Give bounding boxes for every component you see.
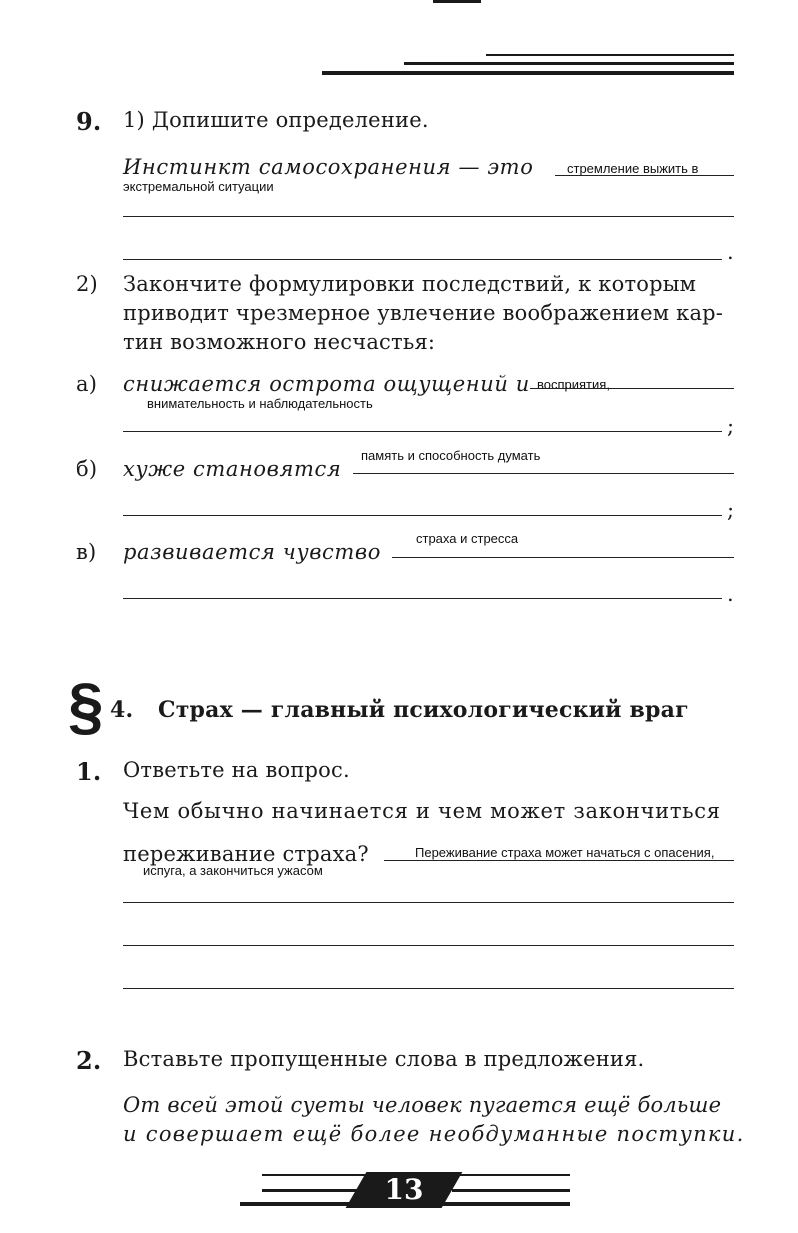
item-a-prompt: снижается острота ощущений и [123,372,530,396]
q9-answer-underline-1 [555,175,734,176]
item-a-label: а) [76,372,98,396]
q2-text-l1: От всей этой суеты человек пугается ещё больше [123,1093,722,1117]
page-number: 13 [384,1173,424,1206]
item-b-prompt: хуже становятся [123,457,342,481]
item-b-end: ; [727,498,735,522]
question-number-9: 9. [76,107,102,136]
q1-answer2[interactable]: испуга, а закончиться ужасом [143,863,323,878]
item-b-underline-1 [353,473,734,474]
header-rule-top [433,0,481,3]
q1-instruction: Ответьте на вопрос. [123,758,350,782]
item-a-answer1[interactable]: восприятия, [537,377,610,392]
q1-question-l2: переживание страха? [123,842,369,866]
q9-answer-underline-3 [123,259,722,260]
item-a-underline-1 [530,388,734,389]
section-title: Страх — главный психологический враг [158,697,689,723]
q9-answer-underline-2 [123,216,734,217]
item-b-underline-2 [123,515,722,516]
section-symbol: § [68,670,104,742]
item-c-prompt: развивается чувство [123,540,381,564]
q9-part2-text-l3: тин возможного несчастья: [123,330,436,354]
item-c-answer1[interactable]: страха и стресса [416,531,519,546]
q1-underline-4 [123,988,734,989]
q1-question-l1: Чем обычно начинается и чем может закончиться [123,799,721,823]
footer-rule-3 [452,1189,570,1192]
q9-answer-line1[interactable]: стремление выжить в [567,161,699,176]
item-b-label: б) [76,457,98,481]
q9-definition-prompt: Инстинкт самосохранения — это [123,155,534,179]
header-rule-3 [322,71,734,75]
header-rule-2 [404,62,734,65]
q2-text-l2: и совершает ещё более необдуманные поступки. [123,1122,745,1146]
q9-part2-text-l1: Закончите формулировки последствий, к которым [123,272,697,296]
item-a-underline-2 [123,431,722,432]
section-number: 4. [110,697,134,723]
q1-answer1[interactable]: Переживание страха может начаться с опасения, [415,845,715,860]
q9-part2-number: 2) [76,272,98,296]
item-c-underline-2 [123,598,722,599]
footer-rule-2 [262,1189,362,1192]
item-b-answer1[interactable]: память и способность думать [361,448,541,463]
q9-end-mark: . [727,240,734,264]
item-a-end: ; [727,414,735,438]
item-a-answer2[interactable]: внимательность и наблюдательность [147,396,373,411]
item-c-end: . [727,582,734,606]
q9-answer-line2[interactable]: экстремальной ситуации [123,179,274,194]
q2-instruction: Вставьте пропущенные слова в предложения. [123,1047,645,1071]
item-c-underline-1 [392,557,734,558]
q9-part2-text-l2: приводит чрезмерное увлечение воображением кар- [123,301,724,325]
question-number-1: 1. [76,757,102,786]
item-c-label: в) [76,540,97,564]
q1-underline-1 [384,860,734,861]
header-rule-1 [486,54,734,56]
q9-part1-instruction: 1) Допишите определение. [123,108,429,132]
q1-underline-2 [123,902,734,903]
q1-underline-3 [123,945,734,946]
question-number-2: 2. [76,1046,102,1075]
